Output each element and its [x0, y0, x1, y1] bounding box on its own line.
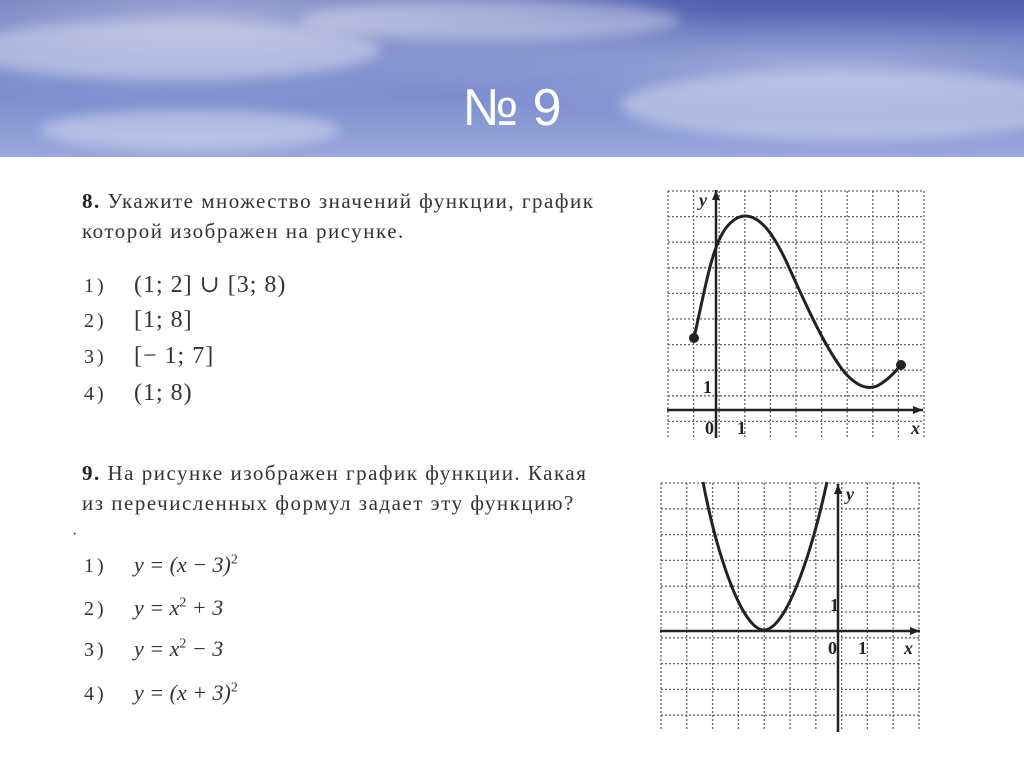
task9-line1: На рисунке изображен график функции. Какая — [107, 461, 588, 485]
option-value: (1; 8) — [134, 380, 193, 406]
x-axis-label: x — [904, 638, 913, 658]
task9-option-3 — [84, 636, 223, 662]
y-axis-arrow — [834, 484, 842, 494]
task8-statement — [82, 186, 662, 246]
x-axis-arrow — [913, 406, 923, 414]
option-number: 3) — [84, 639, 107, 661]
option-formula: $y = (x - 3)^2$ — [134, 552, 238, 577]
task9-function-graph — [658, 480, 924, 734]
origin-label: 0 — [705, 418, 714, 438]
option-value: (1; 2] ∪ [3; 8) — [134, 272, 287, 298]
parabola-curve — [703, 482, 827, 630]
slide-title: № 9 — [462, 79, 562, 137]
x-unit-label: 1 — [737, 418, 746, 438]
y-axis-label: y — [699, 190, 707, 210]
option-formula: $y = x^2 - 3$ — [134, 636, 224, 661]
task8-option-3 — [84, 343, 214, 370]
task8-line1: Укажите множество значений функции, график — [107, 189, 595, 213]
option-value: [− 1; 7] — [134, 343, 215, 369]
option-value: [1; 8] — [134, 307, 193, 333]
task9-statement — [82, 458, 662, 518]
task9-line2: из перечисленных формул задает эту функцию? — [82, 491, 575, 515]
x-unit-label: 1 — [858, 638, 867, 658]
task8-line2: которой изображен на рисунке. — [82, 219, 405, 243]
task8-option-4 — [84, 380, 193, 407]
stray-dot: · — [72, 526, 78, 543]
option-number: 2) — [84, 310, 107, 332]
curve-endpoint-right — [896, 360, 906, 370]
task9-option-4 — [84, 680, 238, 706]
x-axis-label: x — [911, 418, 920, 438]
option-number: 4) — [84, 383, 107, 405]
slide-header-banner — [0, 0, 1024, 157]
option-formula: $y = x^2 + 3$ — [134, 595, 224, 620]
task8-option-2 — [84, 307, 193, 334]
task8-option-1 — [84, 270, 286, 299]
task8-function-graph — [665, 188, 927, 440]
curve-endpoint-left — [689, 333, 699, 343]
option-number: 4) — [84, 683, 107, 705]
option-number: 3) — [84, 346, 107, 368]
task9-option-1 — [84, 552, 238, 578]
task9-option-2 — [84, 595, 223, 621]
task9-number: 9. — [82, 461, 101, 485]
option-formula: $y = (x + 3)^2$ — [134, 680, 238, 705]
y-unit-label: 1 — [830, 595, 839, 615]
option-number: 2) — [84, 598, 107, 620]
option-number: 1) — [84, 555, 107, 577]
option-number: 1) — [84, 275, 107, 297]
y-axis-label: y — [846, 484, 854, 504]
y-unit-label: 1 — [703, 377, 712, 397]
task8-number: 8. — [82, 189, 101, 213]
origin-label: 0 — [828, 638, 837, 658]
